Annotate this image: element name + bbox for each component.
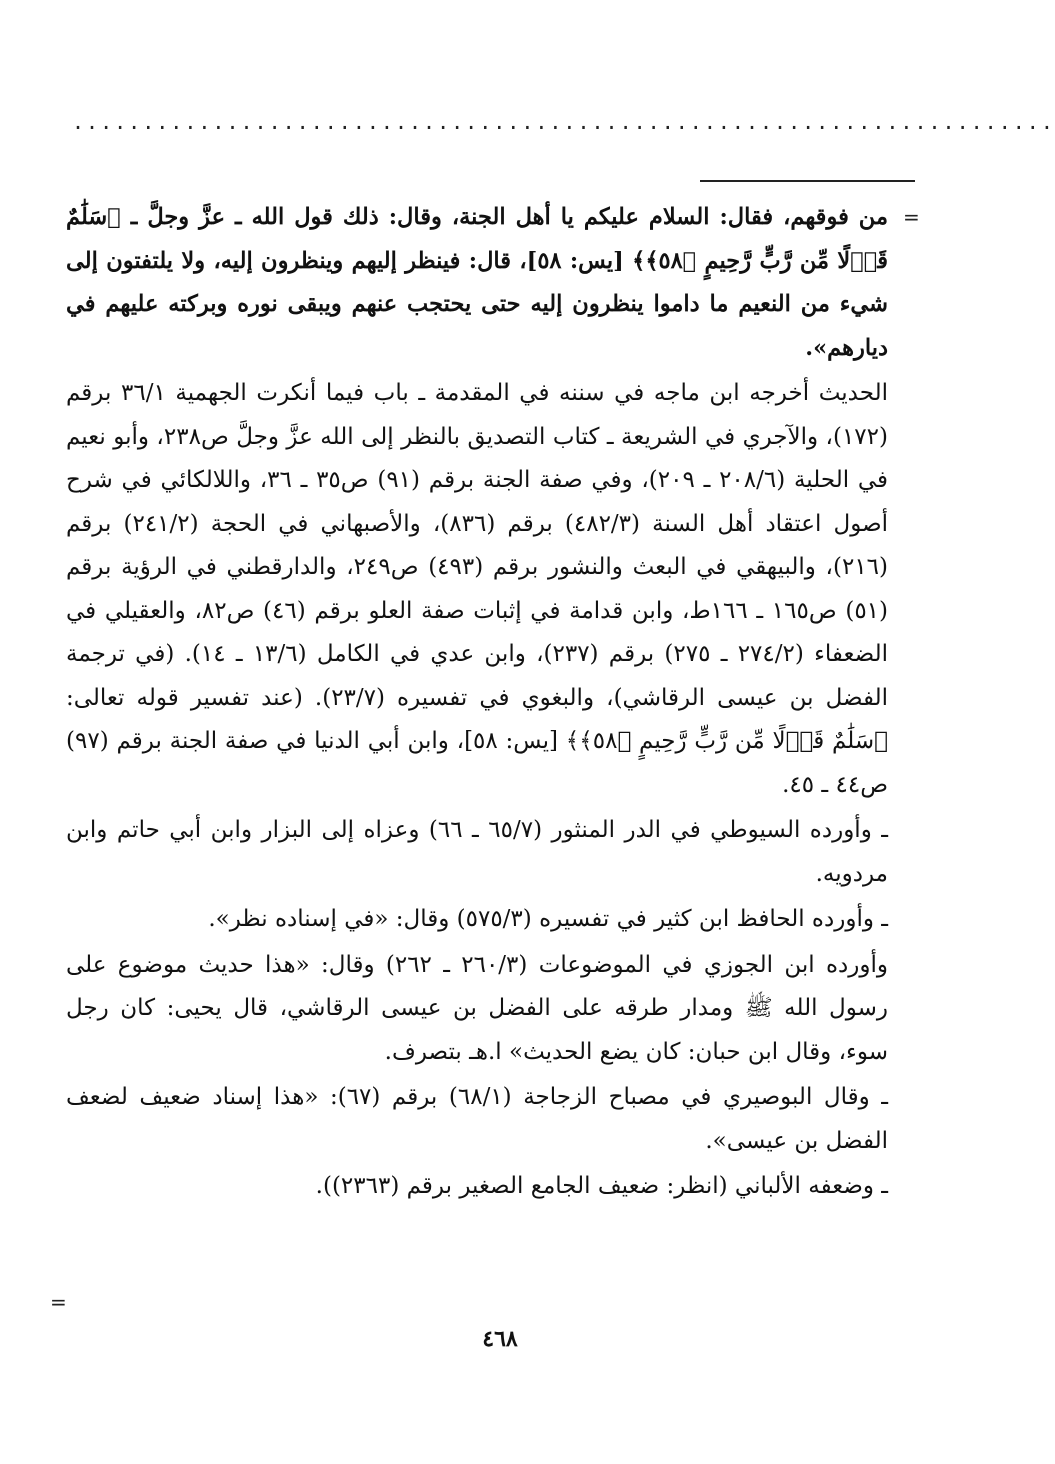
quoted-hadith-text: من فوقهم، فقال: السلام عليكم يا أهل الجنة، وقال: ذلك قول الله ـ عزَّ وجلَّ ـ ﴿سَلَٰمٌ قَوۡلًا مِّن رَّبٍّ رَّحِيمٍ ﴿٥٨﴾﴾ [يس: ٥٨]، قال: فينظر إليهم وينظرون إليه، ولا يلتفتون إلى شيء من النعيم ما داموا ينظرون إليه حتى يحتجب عنهم ويبقى نوره وبركته عليهم في ديارهم». [66, 204, 888, 361]
albani-paragraph: ـ وضعفه الألباني (انظر: ضعيف الجامع الصغير برقم (٢٣٦٣)). [315, 1173, 888, 1199]
page-number: ٤٦٨ [482, 1326, 518, 1352]
busiri-paragraph: ـ وقال البوصيري في مصباح الزجاجة (٦٨/١) برقم (٦٧): «هذا إسناد ضعيف لضعف الفضل بن عيسى». [66, 1084, 888, 1154]
dotted-separator: ...................................................................... [72, 110, 1055, 134]
footnote-body [66, 196, 888, 1211]
takhrij-paragraph: الحديث أخرجه ابن ماجه في سننه في المقدمة ـ باب فيما أنكرت الجهمية ٣٦/١ برقم (١٧٢)، والآجري في الشريعة ـ كتاب التصديق بالنظر إلى الله عزَّ وجلَّ ص٢٣٨، وأبو نعيم في الحلية (٢٠٨/٦ ـ ٢٠٩)، وفي صفة الجنة برقم (٩١) ص٣٥ ـ ٣٦، واللالكائي في شرح أصول اعتقاد أهل السنة (٤٨٢/٣) برقم (٨٣٦)، والأصبهاني في الحجة (٢٤١/٢) برقم (٢١٦)، والبيهقي في البعث والنشور برقم (٤٩٣) ص٢٤٩، والدارقطني في الرؤية برقم (٥١) ص١٦٥ ـ ١٦٦ط، وابن قدامة في إثبات صفة العلو برقم (٤٦) ص٨٢، والعقيلي في الضعفاء (٢٧٤/٢ ـ ٢٧٥) برقم (٢٣٧)، وابن عدي في الكامل (١٣/٦ ـ ١٤). (في ترجمة الفضل بن عيسى الرقاشي)، والبغوي في تفسيره (٢٣/٧). (عند تفسير قوله تعالى: ﴿سَلَٰمٌ قَوۡلًا مِّن رَّبٍّ رَّحِيمٍ ﴿٥٨﴾﴾ [يس: ٥٨]، وابن أبي الدنيا في صفة الجنة برقم (٩٧) ص٤٤ ـ ٤٥. [66, 380, 889, 798]
continuation-mark-top: = [903, 205, 920, 229]
continuation-mark-bottom: = [50, 1290, 67, 1314]
ibn-jawzi-paragraph: وأورده ابن الجوزي في الموضوعات (٢٦٠/٣ ـ ٢٦٢) وقال: «هذا حديث موضوع على رسول الله ﷺ ومدار طرقه على الفضل بن عيسى الرقاشي، قال يحيى: كان رجل سوء، وقال ابن حبان: كان يضع الحديث» ا.هـ بتصرف. [66, 951, 888, 1065]
suyuti-paragraph: ـ وأورده السيوطي في الدر المنثور (٦٥/٧ ـ ٦٦) وعزاه إلى البزار وابن أبي حاتم وابن مردويه. [66, 817, 888, 887]
ibn-kathir-paragraph: ـ وأورده الحافظ ابن كثير في تفسيره (٥٧٥/٣) وقال: «في إسناده نظر». [208, 906, 888, 932]
footnote-rule [700, 180, 915, 182]
